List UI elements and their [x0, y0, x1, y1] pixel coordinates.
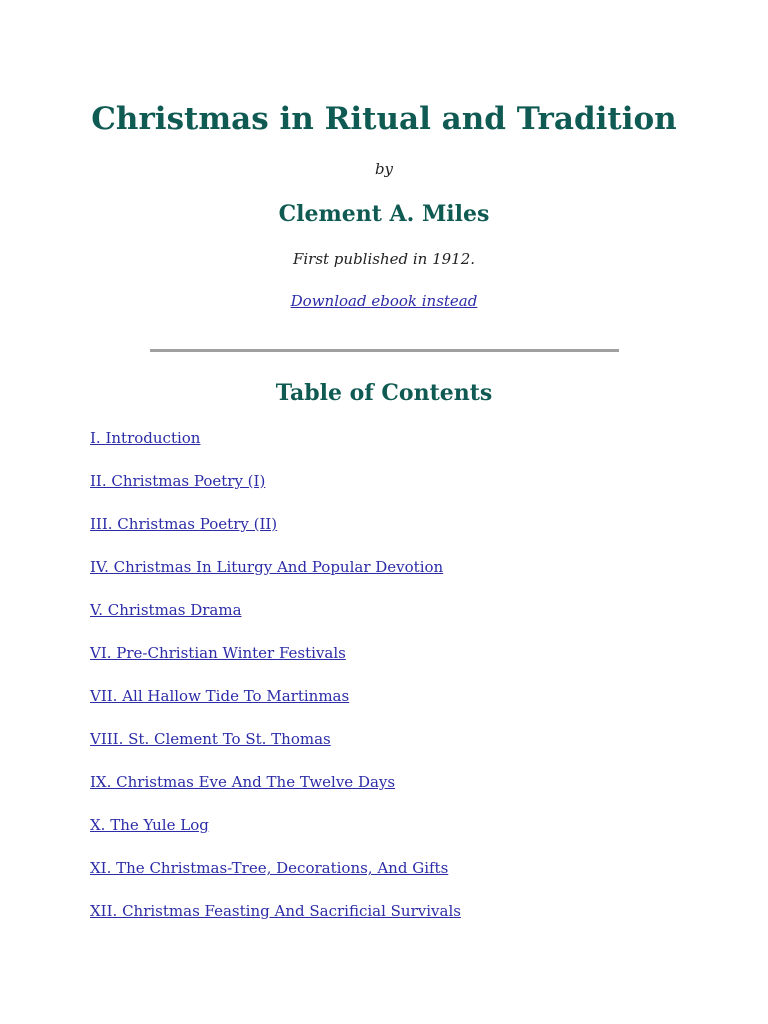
byline: by	[374, 160, 394, 178]
toc-item	[90, 513, 461, 556]
toc-item	[90, 900, 461, 943]
author-name: Clement A. Miles	[278, 201, 490, 227]
toc-item	[90, 685, 461, 728]
publication-note: First published in 1912.	[292, 250, 476, 268]
toc-link-6[interactable]: VI. Pre-Christian Winter Festivals	[90, 644, 346, 662]
toc-item	[90, 771, 461, 814]
toc-item	[90, 556, 461, 599]
toc-link-1[interactable]: I. Introduction	[90, 429, 201, 447]
toc-link-5[interactable]: V. Christmas Drama	[90, 601, 242, 619]
toc-heading: Table of Contents	[275, 380, 493, 406]
toc-item	[90, 857, 461, 900]
toc-link-9[interactable]: IX. Christmas Eve And The Twelve Days	[90, 773, 396, 791]
toc-link-3[interactable]: III. Christmas Poetry (II)	[90, 515, 278, 533]
toc-link-12[interactable]: XII. Christmas Feasting And Sacrificial Survivals	[90, 902, 461, 920]
toc-link-2[interactable]: II. Christmas Poetry (I)	[90, 472, 266, 490]
toc-link-10[interactable]: X. The Yule Log	[90, 816, 209, 834]
toc-item	[90, 728, 461, 771]
toc-item	[90, 642, 461, 685]
download-ebook-link[interactable]: Download ebook instead	[290, 292, 478, 310]
toc-item	[90, 814, 461, 857]
toc-list	[90, 427, 461, 943]
toc-item	[90, 599, 461, 642]
toc-item	[90, 470, 461, 513]
toc-link-4[interactable]: IV. Christmas In Liturgy And Popular Devotion	[90, 558, 444, 576]
toc-link-7[interactable]: VII. All Hallow Tide To Martinmas	[90, 687, 350, 705]
book-title: Christmas in Ritual and Tradition	[91, 101, 677, 137]
toc-item	[90, 427, 461, 470]
download-container	[0, 290, 768, 312]
toc-link-11[interactable]: XI. The Christmas-Tree, Decorations, And Gifts	[90, 859, 449, 877]
toc-link-8[interactable]: VIII. St. Clement To St. Thomas	[90, 730, 331, 748]
section-divider	[150, 349, 619, 352]
